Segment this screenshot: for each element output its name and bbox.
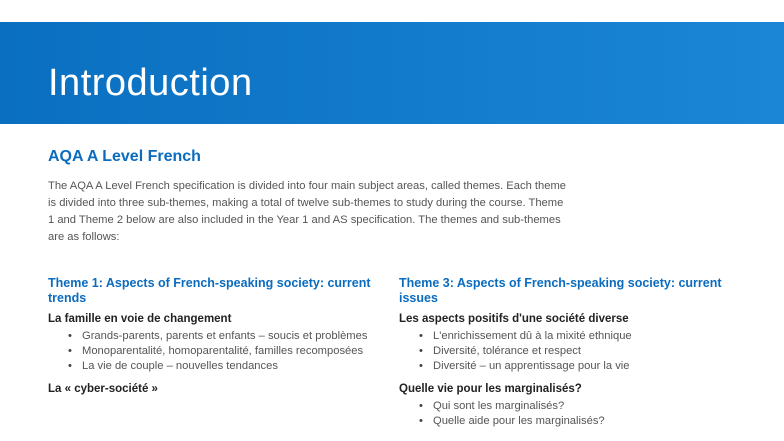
theme-3-subtheme-2-list xyxy=(399,399,739,429)
header-banner xyxy=(0,22,784,124)
theme-3-column xyxy=(399,276,739,429)
list-item: • Diversité, tolérance et respect xyxy=(419,345,581,357)
theme-1-subtheme-1-title: La famille en voie de changement xyxy=(48,313,232,325)
list-item: • Quelle aide pour les marginalisés? xyxy=(419,415,605,427)
bullet-icon: • xyxy=(419,400,423,412)
theme-1-subtheme-1-list xyxy=(48,329,388,374)
bullet-icon: • xyxy=(68,330,72,342)
bullet-icon: • xyxy=(68,345,72,357)
theme-3-subtheme-1-title: Les aspects positifs d'une société diverse xyxy=(399,313,629,325)
list-item: • Grands-parents, parents et enfants – soucis et problèmes xyxy=(68,330,368,342)
intro-paragraph: The AQA A Level French specification is divided into four main subject areas, called themes. Each theme is divided into three sub-themes, making a total of twelve sub-themes to study during the course. Theme 1 and Theme 2 below are also included in the Year 1 and AS specification. The themes and sub-themes are as follows: xyxy=(48,180,567,243)
bullet-icon: • xyxy=(68,360,72,372)
bullet-icon: • xyxy=(419,415,423,427)
theme-3-subtheme-2-title: Quelle vie pour les marginalisés? xyxy=(399,383,582,395)
list-item: • L'enrichissement dû à la mixité ethnique xyxy=(419,330,632,342)
page-title: Introduction xyxy=(48,62,253,104)
theme-3-title: Theme 3: Aspects of French-speaking society: current issues xyxy=(399,276,722,305)
bullet-icon: • xyxy=(419,330,423,342)
list-item: • Diversité – un apprentissage pour la vie xyxy=(419,360,630,372)
list-item: • La vie de couple – nouvelles tendances xyxy=(68,360,278,372)
theme-1-subtheme-2-title: La « cyber-société » xyxy=(48,383,158,395)
list-item: • Qui sont les marginalisés? xyxy=(419,400,565,412)
list-item: • Monoparentalité, homoparentalité, familles recomposées xyxy=(68,345,364,357)
section-heading: AQA A Level French xyxy=(48,148,201,165)
theme-3-subtheme-1-list xyxy=(399,329,739,374)
theme-1-column xyxy=(48,276,388,399)
bullet-icon: • xyxy=(419,360,423,372)
theme-1-title: Theme 1: Aspects of French-speaking society: current trends xyxy=(48,276,371,305)
bullet-icon: • xyxy=(419,345,423,357)
